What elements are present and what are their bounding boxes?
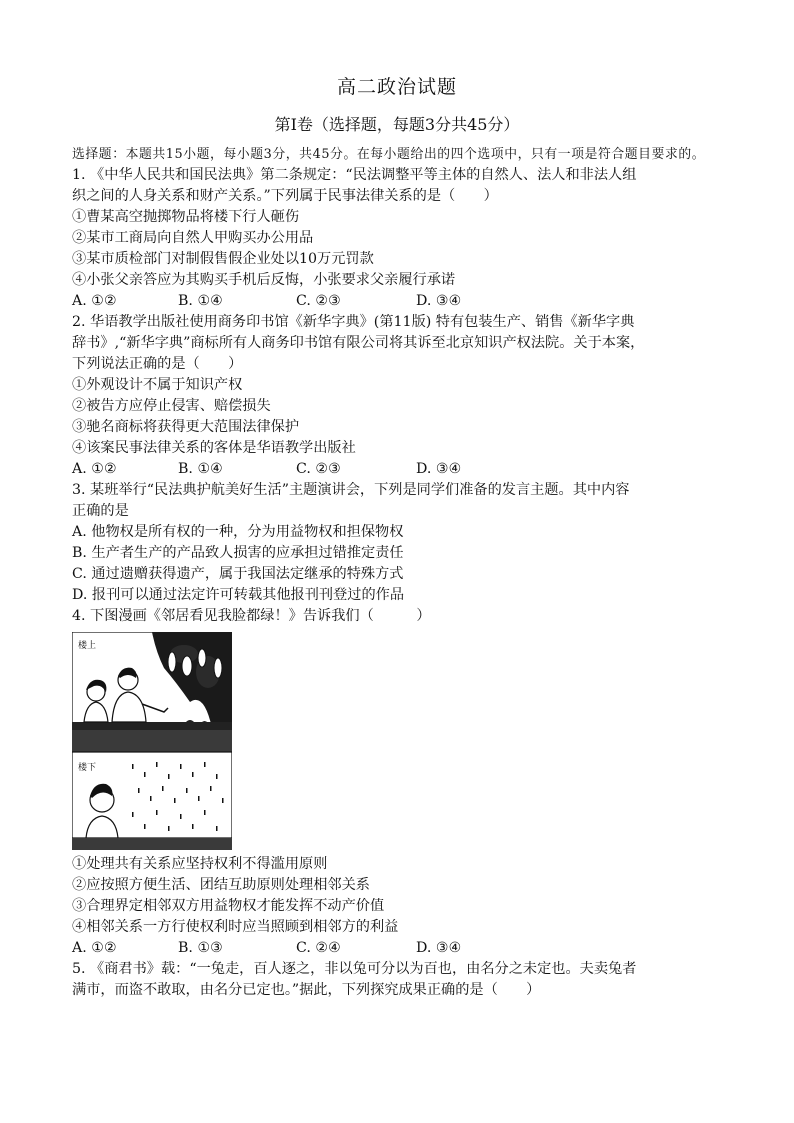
option-a[interactable]: A. ①② (72, 293, 117, 309)
option-b[interactable]: B. ①③ (178, 940, 223, 956)
question-stem-line: 满市，而盗不敢取，由名分已定也。”据此，下列探究成果正确的是（ ） (72, 982, 541, 998)
option-c[interactable]: C. ②④ (296, 940, 341, 956)
answer-options (72, 938, 732, 959)
statement-item: ①处理共有关系应坚持权利不得滥用原则 (72, 856, 328, 872)
option-c[interactable]: C. ②③ (296, 461, 341, 477)
question-1 (72, 165, 732, 312)
option-d[interactable]: D. ③④ (416, 940, 462, 956)
cartoon-image (72, 632, 232, 850)
option-d[interactable]: D. ③④ (416, 461, 462, 477)
option-b[interactable]: B. ①④ (178, 461, 223, 477)
statement-item: ①外观设计不属于知识产权 (72, 377, 243, 393)
statement-item: ③合理界定相邻双方用益物权才能发挥不动产价值 (72, 898, 385, 914)
option-c[interactable]: C. ②③ (296, 293, 341, 309)
question-stem-line: 4. 下图漫画《邻居看见我脸都绿！》告诉我们（ ） (72, 608, 431, 624)
statement-item: ③驰名商标将获得更大范围法律保护 (72, 419, 300, 435)
top-label: 楼上 (78, 641, 97, 651)
option-a[interactable]: A. ①② (72, 940, 117, 956)
question-stem-line: 辞书》,“新华字典”商标所有人商务印书馆有限公司将其诉至北京知识产权法院。关于本案， (72, 335, 645, 351)
statement-item: ④相邻关系一方行使权利时应当照顾到相邻方的利益 (72, 919, 399, 935)
option-a[interactable]: A. 他物权是所有权的一种，分为用益物权和担保物权 (72, 524, 404, 540)
question-2 (72, 312, 732, 480)
statement-item: ②某市工商局向自然人甲购买办公用品 (72, 230, 314, 246)
question-stem-line: 织之间的人身关系和财产关系。”下列属于民事法律关系的是（ ） (72, 188, 498, 204)
bottom-label: 楼下 (78, 763, 97, 773)
option-b[interactable]: B. ①④ (178, 293, 223, 309)
instructions: 选择题：本题共15小题，每小题3分，共45分。在每小题给出的四个选项中，只有一项是符合题目要求的。 (72, 147, 706, 162)
answer-options (72, 291, 732, 312)
question-stem-line: 3. 某班举行“民法典护航美好生活”主题演讲会，下列是同学们准备的发言主题。其中内容 (72, 482, 630, 498)
page-title: 高二政治试题 (336, 76, 457, 98)
question-stem-line: 5. 《商君书》载：“一兔走，百人逐之，非以兔可分以为百也，由名分之未定也。夫卖兔者 (72, 961, 637, 977)
answer-options (72, 459, 732, 480)
statement-item: ③某市质检部门对制假售假企业处以10万元罚款 (72, 251, 374, 267)
option-a[interactable]: A. ①② (72, 461, 117, 477)
question-stem-line: 1. 《中华人民共和国民法典》第二条规定：“民法调整平等主体的自然人、法人和非法人组 (72, 167, 637, 183)
question-stem-line: 正确的是 (72, 503, 129, 519)
option-b[interactable]: B. 生产者生产的产品致人损害的应承担过错推定责任 (72, 545, 404, 561)
statement-item: ②应按照方便生活、团结互助原则处理相邻关系 (72, 877, 370, 893)
question-stem-line: 2. 华语教学出版社使用商务印书馆《新华字典》(第11版) 特有包装生产、销售《新华字典 (72, 314, 635, 330)
statement-item: ④小张父亲答应为其购买手机后反悔，小张要求父亲履行承诺 (72, 272, 456, 288)
question-3 (72, 480, 732, 606)
option-d[interactable]: D. ③④ (416, 293, 462, 309)
question-stem-line: 下列说法正确的是（ ） (72, 356, 243, 372)
statement-item: ①曹某高空抛掷物品将楼下行人砸伤 (72, 209, 300, 225)
statement-item: ④该案民事法律关系的客体是华语教学出版社 (72, 440, 356, 456)
question-5 (72, 959, 732, 1001)
exam-content (72, 145, 732, 1001)
statement-item: ②被告方应停止侵害、赔偿损失 (72, 398, 271, 414)
option-c[interactable]: C. 通过遗赠获得遗产，属于我国法定继承的特殊方式 (72, 566, 404, 582)
question-4 (72, 606, 732, 959)
section-title: 第Ⅰ卷（选择题，每题3分共45分） (274, 115, 520, 134)
option-d[interactable]: D. 报刊可以通过法定许可转载其他报刊刊登过的作品 (72, 587, 405, 603)
